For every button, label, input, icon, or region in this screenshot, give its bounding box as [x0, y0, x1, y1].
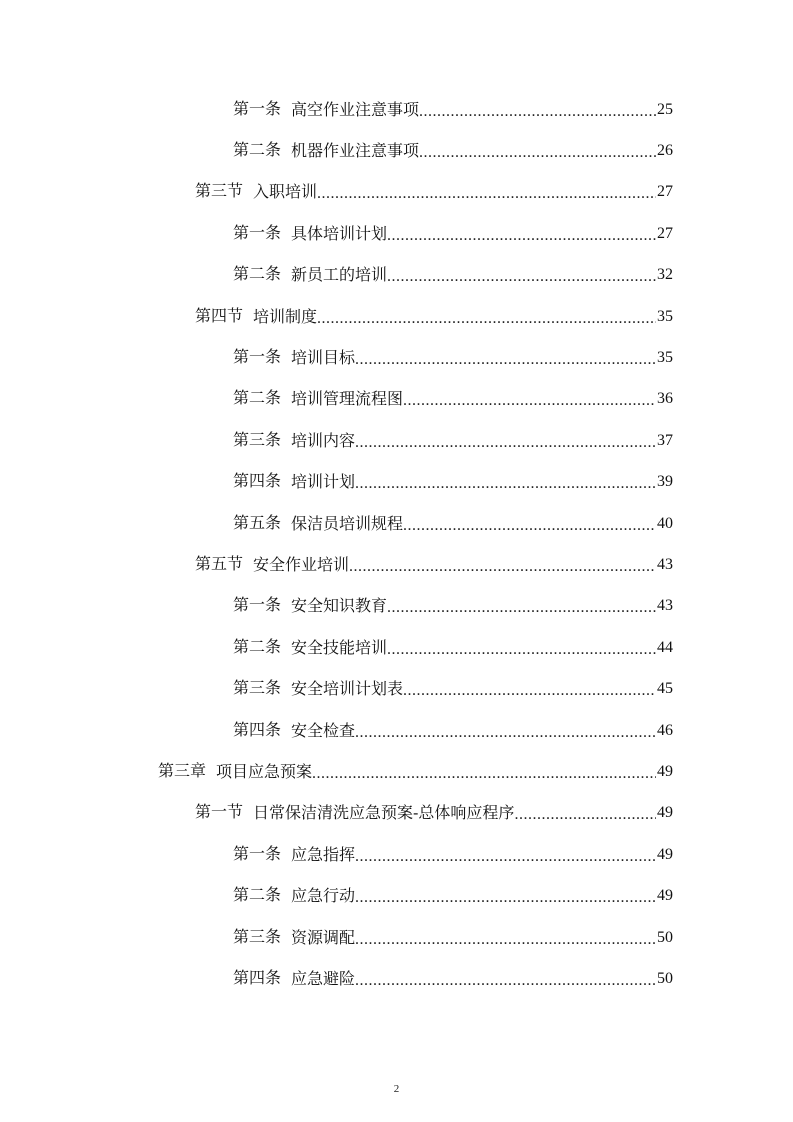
- toc-entry[interactable]: [0, 668, 673, 709]
- toc-entry-number: 第四条: [233, 721, 282, 739]
- toc-entry-number: 第二条: [233, 887, 282, 905]
- toc-entry-number: 第三节: [195, 183, 244, 201]
- toc-entry-number: 第二条: [233, 390, 282, 408]
- toc-entry-page: 26: [657, 142, 673, 160]
- toc-entry[interactable]: [0, 627, 673, 668]
- toc-entry-page: 50: [657, 969, 673, 987]
- toc-entry-title: 培训制度: [253, 306, 318, 326]
- toc-entry-title: 机器作业注意事项: [291, 141, 420, 161]
- toc-entry-number: 第一条: [233, 224, 282, 242]
- toc-entry[interactable]: [0, 586, 673, 627]
- toc-dot-leader: [355, 888, 656, 908]
- toc-entry[interactable]: [0, 462, 673, 503]
- toc-entry-title: 培训目标: [291, 348, 356, 368]
- toc-entry-title: 安全检查: [291, 720, 356, 740]
- toc-entry-page: 43: [657, 597, 673, 615]
- toc-entry-page: 44: [657, 638, 673, 656]
- toc-entry-number: 第四节: [195, 307, 244, 325]
- table-of-contents: [0, 89, 793, 1000]
- toc-dot-leader: [355, 350, 656, 370]
- toc-dot-leader: [387, 267, 656, 287]
- toc-entry-page: 43: [657, 555, 673, 573]
- toc-entry-number: 第四条: [233, 473, 282, 491]
- toc-entry-number: 第一条: [233, 100, 282, 118]
- toc-entry-title: 项目应急预案: [216, 761, 313, 781]
- toc-dot-leader: [387, 226, 656, 246]
- toc-entry[interactable]: [0, 172, 673, 213]
- toc-entry-number: 第四条: [233, 969, 282, 987]
- toc-entry-title: 日常保洁清洗应急预案-总体响应程序: [253, 803, 515, 823]
- toc-dot-leader: [349, 557, 656, 577]
- toc-entry[interactable]: [0, 793, 673, 834]
- toc-entry-title: 入职培训: [253, 182, 318, 202]
- toc-entry[interactable]: [0, 89, 673, 130]
- toc-dot-leader: [419, 102, 656, 122]
- toc-entry-title: 新员工的培训: [291, 265, 388, 285]
- toc-entry[interactable]: [0, 420, 673, 461]
- toc-entry-title: 应急行动: [291, 886, 356, 906]
- toc-dot-leader: [317, 309, 656, 329]
- toc-entry-page: 49: [657, 804, 673, 822]
- toc-entry-title: 培训内容: [291, 430, 356, 450]
- toc-dot-leader: [403, 516, 656, 536]
- toc-entry[interactable]: [0, 130, 673, 171]
- toc-entry-number: 第一条: [233, 597, 282, 615]
- toc-entry-page: 35: [657, 307, 673, 325]
- toc-entry-page: 49: [657, 845, 673, 863]
- toc-entry-page: 37: [657, 431, 673, 449]
- page-number: 2: [393, 1083, 400, 1095]
- toc-entry-title: 安全培训计划表: [291, 679, 404, 699]
- toc-entry-title: 资源调配: [291, 927, 356, 947]
- toc-entry[interactable]: [0, 751, 673, 792]
- toc-dot-leader: [387, 640, 656, 660]
- toc-entry-page: 46: [657, 721, 673, 739]
- toc-entry-number: 第二条: [233, 142, 282, 160]
- toc-entry-page: 27: [657, 183, 673, 201]
- toc-dot-leader: [355, 433, 656, 453]
- toc-dot-leader: [317, 184, 656, 204]
- toc-entry[interactable]: [0, 917, 673, 958]
- toc-entry-page: 40: [657, 514, 673, 532]
- toc-entry-title: 高空作业注意事项: [291, 99, 420, 119]
- toc-entry-title: 具体培训计划: [291, 223, 388, 243]
- toc-entry[interactable]: [0, 213, 673, 254]
- toc-entry-number: 第五节: [195, 555, 244, 573]
- toc-entry[interactable]: [0, 255, 673, 296]
- toc-entry-title: 安全知识教育: [291, 596, 388, 616]
- toc-entry-title: 应急指挥: [291, 844, 356, 864]
- toc-entry-title: 保洁员培训规程: [291, 513, 404, 533]
- toc-entry-page: 35: [657, 349, 673, 367]
- toc-dot-leader: [355, 723, 656, 743]
- toc-dot-leader: [355, 971, 656, 991]
- toc-entry-page: 45: [657, 680, 673, 698]
- toc-entry-number: 第三章: [158, 762, 207, 780]
- toc-entry-number: 第一节: [195, 804, 244, 822]
- toc-entry-page: 39: [657, 473, 673, 491]
- toc-entry-page: 32: [657, 266, 673, 284]
- toc-entry-number: 第三条: [233, 680, 282, 698]
- toc-entry-number: 第三条: [233, 928, 282, 946]
- toc-entry-page: 25: [657, 100, 673, 118]
- toc-dot-leader: [403, 681, 656, 701]
- toc-dot-leader: [419, 143, 656, 163]
- toc-entry[interactable]: [0, 710, 673, 751]
- toc-entry[interactable]: [0, 834, 673, 875]
- toc-entry[interactable]: [0, 337, 673, 378]
- toc-entry-page: 49: [657, 887, 673, 905]
- toc-entry[interactable]: [0, 875, 673, 916]
- toc-entry-number: 第五条: [233, 514, 282, 532]
- toc-entry-page: 27: [657, 224, 673, 242]
- toc-dot-leader: [355, 847, 656, 867]
- toc-entry-title: 培训计划: [291, 472, 356, 492]
- toc-dot-leader: [355, 474, 656, 494]
- toc-entry-page: 50: [657, 928, 673, 946]
- toc-entry[interactable]: [0, 296, 673, 337]
- toc-entry[interactable]: [0, 379, 673, 420]
- toc-dot-leader: [514, 805, 656, 825]
- toc-entry-number: 第二条: [233, 638, 282, 656]
- toc-entry[interactable]: [0, 503, 673, 544]
- toc-entry-title: 安全作业培训: [253, 554, 350, 574]
- toc-entry-number: 第一条: [233, 845, 282, 863]
- toc-dot-leader: [312, 764, 656, 784]
- toc-entry-number: 第一条: [233, 349, 282, 367]
- toc-entry-number: 第三条: [233, 431, 282, 449]
- toc-entry-title: 应急避险: [291, 968, 356, 988]
- toc-entry-page: 49: [657, 762, 673, 780]
- toc-entry-number: 第二条: [233, 266, 282, 284]
- toc-dot-leader: [387, 598, 656, 618]
- toc-entry[interactable]: [0, 958, 673, 999]
- toc-entry-title: 培训管理流程图: [291, 389, 404, 409]
- toc-dot-leader: [403, 391, 656, 411]
- toc-entry-page: 36: [657, 390, 673, 408]
- toc-dot-leader: [355, 930, 656, 950]
- toc-entry-title: 安全技能培训: [291, 637, 388, 657]
- toc-entry[interactable]: [0, 544, 673, 585]
